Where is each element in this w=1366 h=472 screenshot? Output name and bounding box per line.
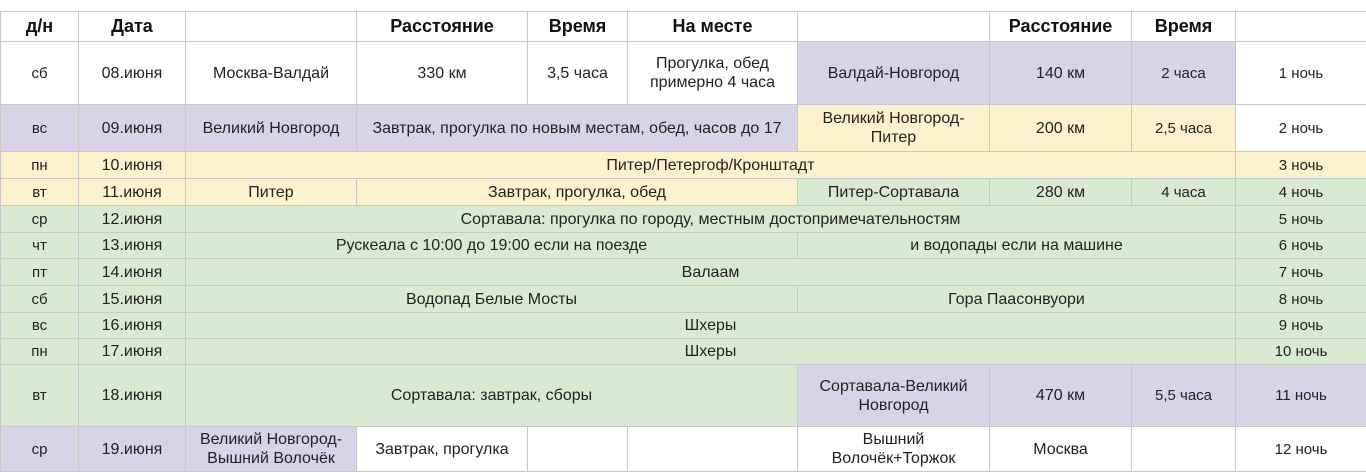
time-cell-2[interactable]: 2,5 часа: [1132, 105, 1236, 152]
date-cell[interactable]: 09.июня: [79, 105, 186, 152]
table-row: [1, 206, 1366, 233]
day-cell[interactable]: пт: [1, 259, 79, 286]
day-cell[interactable]: вс: [1, 105, 79, 152]
table-row: [1, 427, 1366, 472]
table-row: [1, 365, 1366, 427]
activity-cell-2[interactable]: и водопады если на машине: [798, 233, 1236, 259]
night-cell[interactable]: 3 ночь: [1236, 152, 1366, 179]
table-row: [1, 233, 1366, 259]
header-route-2: [798, 12, 990, 42]
table-row: [1, 286, 1366, 313]
distance-cell-2[interactable]: 470 км: [990, 365, 1132, 427]
night-cell[interactable]: 8 ночь: [1236, 286, 1366, 313]
time-cell-2[interactable]: 5,5 часа: [1132, 365, 1236, 427]
route-cell-2[interactable]: Питер-Сортавала: [798, 179, 990, 206]
date-cell[interactable]: 18.июня: [79, 365, 186, 427]
date-cell[interactable]: 10.июня: [79, 152, 186, 179]
date-cell[interactable]: 15.июня: [79, 286, 186, 313]
night-cell[interactable]: 1 ночь: [1236, 42, 1366, 105]
table-row: [1, 339, 1366, 365]
activity-cell[interactable]: Питер/Петергоф/Кронштадт: [186, 152, 1236, 179]
distance-cell[interactable]: 330 км: [357, 42, 528, 105]
time-cell-2[interactable]: 2 часа: [1132, 42, 1236, 105]
route-cell-2[interactable]: Валдай-Новгород: [798, 42, 990, 105]
distance-cell-2[interactable]: Москва: [990, 427, 1132, 472]
header-night: [1236, 12, 1366, 42]
activity-cell-2[interactable]: Гора Паасонвуори: [798, 286, 1236, 313]
header-day: д/н: [1, 12, 79, 42]
activity-cell[interactable]: Шхеры: [186, 339, 1236, 365]
distance-cell-2[interactable]: 200 км: [990, 105, 1132, 152]
activity-cell[interactable]: Водопад Белые Мосты: [186, 286, 798, 313]
table-row: [1, 179, 1366, 206]
table-row: [1, 105, 1366, 152]
header-route: [186, 12, 357, 42]
table-row: [1, 42, 1366, 105]
date-cell[interactable]: 14.июня: [79, 259, 186, 286]
activity-cell[interactable]: Рускеала с 10:00 до 19:00 если на поезде: [186, 233, 798, 259]
header-time: Время: [528, 12, 628, 42]
night-cell[interactable]: 6 ночь: [1236, 233, 1366, 259]
night-cell[interactable]: 2 ночь: [1236, 105, 1366, 152]
header-distance-2: Расстояние: [990, 12, 1132, 42]
date-cell[interactable]: 11.июня: [79, 179, 186, 206]
on-site-cell[interactable]: [628, 427, 798, 472]
activity-cell[interactable]: Завтрак, прогулка, обед: [357, 179, 798, 206]
on-site-cell[interactable]: Прогулка, обед примерно 4 часа: [628, 42, 798, 105]
route-cell[interactable]: Москва-Валдай: [186, 42, 357, 105]
header-row: [1, 12, 1366, 42]
date-cell[interactable]: 16.июня: [79, 313, 186, 339]
route-cell[interactable]: Питер: [186, 179, 357, 206]
activity-cell[interactable]: Валаам: [186, 259, 1236, 286]
day-cell[interactable]: ср: [1, 427, 79, 472]
night-cell[interactable]: 11 ночь: [1236, 365, 1366, 427]
activity-cell[interactable]: Завтрак, прогулка по новым местам, обед, часов до 17: [357, 105, 798, 152]
date-cell[interactable]: 19.июня: [79, 427, 186, 472]
night-cell[interactable]: 5 ночь: [1236, 206, 1366, 233]
day-cell[interactable]: чт: [1, 233, 79, 259]
date-cell[interactable]: 13.июня: [79, 233, 186, 259]
date-cell[interactable]: 17.июня: [79, 339, 186, 365]
table-row: [1, 259, 1366, 286]
route-cell-2[interactable]: Сортавала-Великий Новгород: [798, 365, 990, 427]
activity-cell[interactable]: Сортавала: завтрак, сборы: [186, 365, 798, 427]
night-cell[interactable]: 10 ночь: [1236, 339, 1366, 365]
day-cell[interactable]: ср: [1, 206, 79, 233]
time-cell-2[interactable]: 4 часа: [1132, 179, 1236, 206]
activity-cell[interactable]: Сортавала: прогулка по городу, местным достопримечательностям: [186, 206, 1236, 233]
trip-schedule-table: [0, 11, 1366, 472]
day-cell[interactable]: сб: [1, 286, 79, 313]
route-cell[interactable]: Великий Новгород: [186, 105, 357, 152]
day-cell[interactable]: вт: [1, 365, 79, 427]
night-cell[interactable]: 7 ночь: [1236, 259, 1366, 286]
route-cell-2[interactable]: Вышний Волочёк+Торжок: [798, 427, 990, 472]
route-cell[interactable]: Великий Новгород-Вышний Волочёк: [186, 427, 357, 472]
night-cell[interactable]: 4 ночь: [1236, 179, 1366, 206]
table-row: [1, 152, 1366, 179]
time-cell-2[interactable]: [1132, 427, 1236, 472]
activity-cell[interactable]: Шхеры: [186, 313, 1236, 339]
distance-cell-2[interactable]: 280 км: [990, 179, 1132, 206]
header-time-2: Время: [1132, 12, 1236, 42]
date-cell[interactable]: 08.июня: [79, 42, 186, 105]
time-cell[interactable]: 3,5 часа: [528, 42, 628, 105]
day-cell[interactable]: сб: [1, 42, 79, 105]
route-cell-2[interactable]: Великий Новгород-Питер: [798, 105, 990, 152]
day-cell[interactable]: вт: [1, 179, 79, 206]
header-on-site: На месте: [628, 12, 798, 42]
night-cell[interactable]: 9 ночь: [1236, 313, 1366, 339]
distance-cell[interactable]: Завтрак, прогулка: [357, 427, 528, 472]
header-distance: Расстояние: [357, 12, 528, 42]
night-cell[interactable]: 12 ночь: [1236, 427, 1366, 472]
time-cell[interactable]: [528, 427, 628, 472]
header-date: Дата: [79, 12, 186, 42]
distance-cell-2[interactable]: 140 км: [990, 42, 1132, 105]
day-cell[interactable]: пн: [1, 339, 79, 365]
table-row: [1, 313, 1366, 339]
day-cell[interactable]: пн: [1, 152, 79, 179]
date-cell[interactable]: 12.июня: [79, 206, 186, 233]
day-cell[interactable]: вс: [1, 313, 79, 339]
